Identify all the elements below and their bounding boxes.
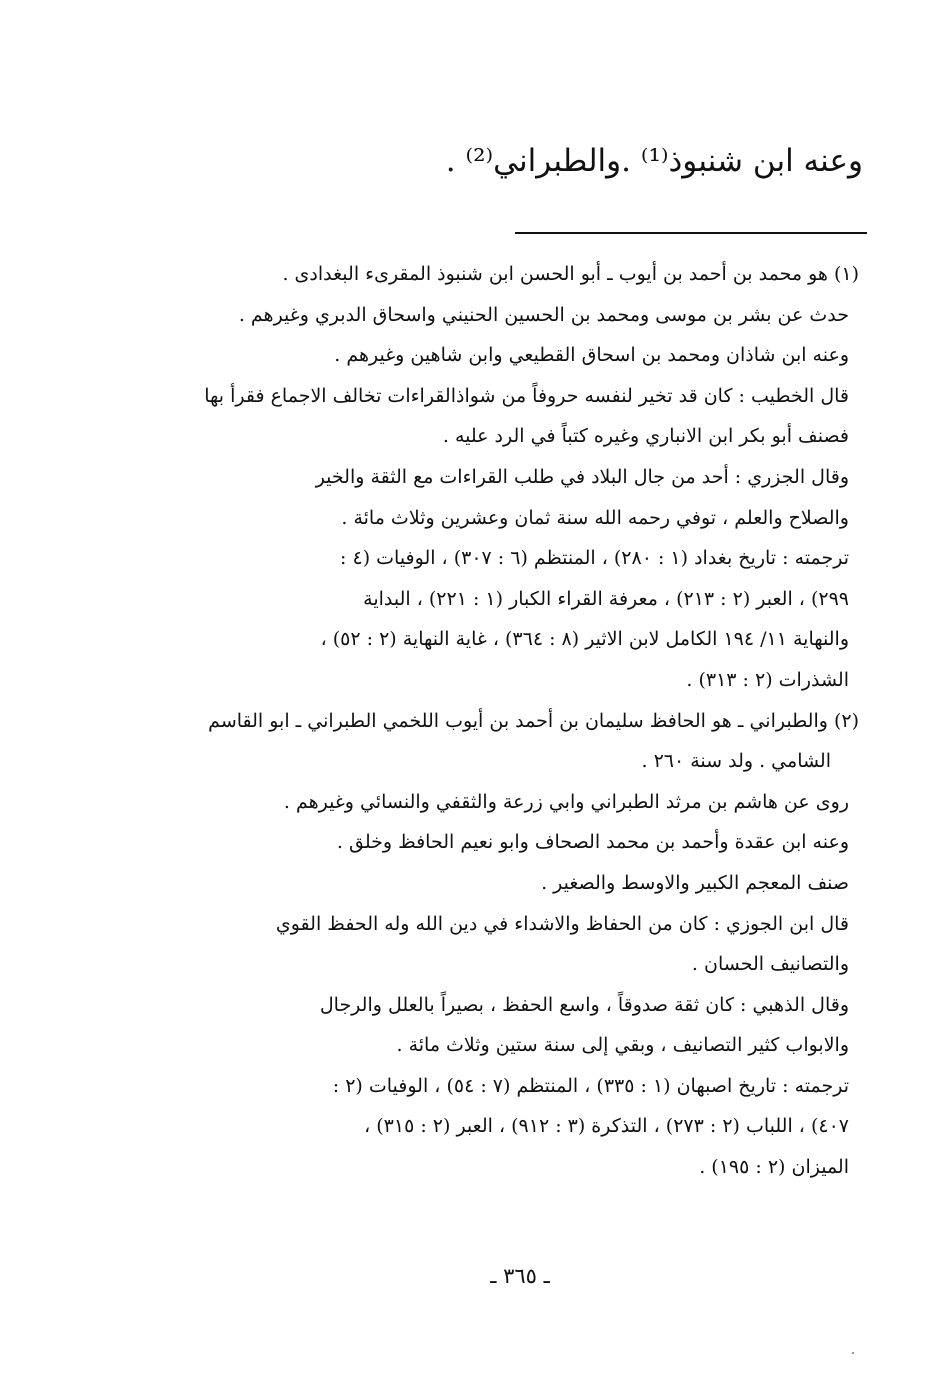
footnote-1-line: الشذرات (٢ : ٣١٣) . xyxy=(686,668,849,691)
footnote-2-line: والتصانيف الحسان . xyxy=(691,953,849,976)
footnote-2-line: قال ابن الجوزي : كان من الحفاظ والاشداء في دين الله وله الحفظ القوي xyxy=(275,912,849,935)
footnote-1-line: فصنف أبو بكر ابن الانباري وغيره كتباً في الرد عليه . xyxy=(442,425,849,448)
scan-speck xyxy=(852,1352,854,1354)
footnote-2-line: روى عن هاشم بن مرثد الطبراني وابي زرعة والثقفي والنسائي وغيرهم . xyxy=(283,790,849,813)
footnote-1-line: وعنه ابن شاذان ومحمد بن اسحاق القطيعي وابن شاهين وغيرهم . xyxy=(334,344,849,367)
footnote-1 xyxy=(89,254,859,701)
footnote-2-line: صنف المعجم الكبير والاوسط والصغير . xyxy=(541,871,849,894)
footnote-2-line: ٤٠٧) ، اللباب (٢ : ٢٧٣) ، التذكرة (٣ : ٩١٢) ، العبر (٢ : ٣١٥) ، xyxy=(364,1115,849,1138)
footnote-1-line: ٢٩٩) ، العبر (٢ : ٢١٣) ، معرفة القراء الكبار (١ : ٢٢١) ، البداية xyxy=(363,587,849,610)
footnotes xyxy=(89,254,859,1188)
footnote-2 xyxy=(89,701,859,1188)
footnote-2-line: وقال الذهبي : كان ثقة صدوقاً ، واسع الحفظ ، بصيراً بالعلل والرجال xyxy=(319,993,849,1016)
footnote-1-line: حدث عن بشر بن موسى ومحمد بن الحسين الحنيني واسحاق الدبري وغيرهم . xyxy=(238,303,849,326)
footnote-2-line: الميزان (٢ : ١٩٥) . xyxy=(699,1156,849,1179)
footnote-1-line: والنهاية ١١/ ١٩٤ الكامل لابن الاثير (٨ : ٣٦٤) ، غاية النهاية (٢ : ٥٢) ، xyxy=(320,628,849,651)
page-number: ـ ٣٦٥ ـ xyxy=(490,1264,550,1288)
footnote-2-line: والابواب كثير التصانيف ، وبقي إلى سنة ستين وثلاث مائة . xyxy=(396,1034,849,1057)
footnote-1-line: والصلاح والعلم ، توفي رحمه الله سنة ثمان وعشرين وثلاث مائة . xyxy=(341,506,849,529)
footnote-2-line: الشامي . ولد سنة ٢٦٠ . xyxy=(641,750,831,773)
footnote-1-line: قال الخطيب : كان قد تخير لنفسه حروفاً من شواذالقراءات تخالف الاجماع فقرأ بها xyxy=(204,384,849,407)
footnote-separator xyxy=(515,232,867,234)
footnote-2-line: ترجمته : تاريخ اصبهان (١ : ٣٣٥) ، المنتظم (٧ : ٥٤) ، الوفيات (٢ : xyxy=(332,1074,849,1097)
footnote-1-line: وقال الجزري : أحد من جال البلاد في طلب القراءات مع الثقة والخير xyxy=(315,465,849,488)
footnote-2-line: وعنه ابن عقدة وأحمد بن محمد الصحاف وابو نعيم الحافظ وخلق . xyxy=(336,831,849,854)
footnote-1-line: (١) هو محمد بن أحمد بن أيوب ـ أبو الحسن ابن شنبوذ المقرىء البغدادى . xyxy=(282,263,859,285)
main-text-line: وعنه ابن شنبوذ⁽¹⁾ .والطبراني⁽²⁾ . xyxy=(445,143,863,179)
footnote-1-line: ترجمته : تاريخ بغداد (١ : ٢٨٠) ، المنتظم (٦ : ٣٠٧) ، الوفيات (٤ : xyxy=(340,547,849,570)
footnote-2-line: (٢) والطبراني ـ هو الحافظ سليمان بن أحمد بن أيوب اللخمي الطبراني ـ ابو القاسم xyxy=(208,709,859,732)
